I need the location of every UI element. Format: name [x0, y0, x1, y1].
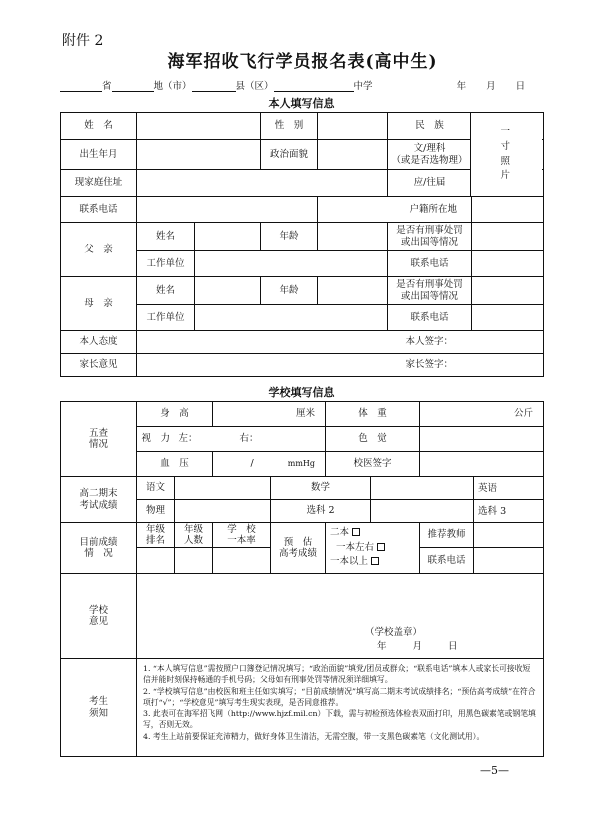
father-name-label: 姓名	[137, 223, 195, 251]
blood-pressure-field[interactable]	[213, 452, 326, 477]
option-first-tier-approx[interactable]: 一本左右	[330, 541, 417, 556]
mother-work-label: 工作单位	[137, 305, 195, 331]
city-label: 地（市）	[153, 81, 192, 92]
gaokao-options	[326, 523, 420, 574]
section-self-heading: 本人填写信息	[268, 97, 335, 110]
father-phone-field[interactable]	[472, 251, 544, 277]
notice-item-3: 3. 此表可在海军招飞网（http://www.hjzf.mil.cn）下载，需与初检预选体检表双面打印，用黑色碳素笔或钢笔填写，否则无效。	[143, 709, 536, 730]
gaokao-estimate-label: 预 估 高考成绩	[271, 523, 326, 574]
vision-field[interactable]	[175, 427, 326, 452]
form-title: 海军招收飞行学员报名表(高中生)	[167, 52, 438, 72]
city-blank[interactable]	[112, 81, 154, 92]
mother-name-field[interactable]	[195, 277, 261, 305]
mother-age-label: 年龄	[261, 277, 318, 305]
header-date	[457, 78, 546, 92]
teacher-phone-label: 联系电话	[420, 548, 474, 574]
gender-label: 性 别	[261, 113, 318, 140]
phone-label: 联系电话	[61, 197, 137, 223]
section-school-heading: 学校填写信息	[268, 386, 335, 399]
school-label: 中学	[353, 81, 373, 92]
province-blank[interactable]	[60, 81, 102, 92]
grad-status-label: 应/往届	[388, 170, 472, 197]
english-label: 英语	[474, 477, 544, 500]
county-blank[interactable]	[192, 81, 236, 92]
height-unit: 厘米	[296, 408, 316, 420]
gender-field[interactable]	[318, 113, 388, 140]
father-record-label: 是否有刑事处罚 或出国等情况	[388, 223, 472, 251]
bp-separator: /	[250, 458, 254, 470]
chinese-field[interactable]	[175, 477, 271, 500]
checkbox-icon[interactable]	[377, 543, 385, 551]
photo-label: 一寸照片	[500, 126, 511, 182]
school-opinion-field[interactable]	[137, 574, 544, 659]
photo-box[interactable]	[470, 113, 542, 197]
name-field[interactable]	[137, 113, 261, 140]
weight-unit: 公斤	[514, 408, 534, 420]
self-attitude-field[interactable]	[137, 331, 544, 354]
vision-label: 视 力	[137, 427, 175, 452]
political-field[interactable]	[318, 140, 388, 170]
teacher-label: 推荐教师	[420, 523, 474, 548]
father-work-field[interactable]	[195, 251, 388, 277]
address-label: 现家庭住址	[61, 170, 137, 197]
teacher-phone-field[interactable]	[474, 548, 544, 574]
math-field[interactable]	[371, 477, 474, 500]
father-age-field[interactable]	[318, 223, 388, 251]
self-sign-label: 本人签字：	[405, 336, 453, 348]
mother-name-label: 姓名	[137, 277, 195, 305]
checkbox-icon[interactable]	[371, 557, 379, 565]
stamp-month: 月	[412, 641, 423, 652]
header-month: 月	[486, 81, 496, 92]
grade-rank-field[interactable]	[137, 548, 175, 574]
father-record-field[interactable]	[472, 223, 544, 251]
notice-item-1: 1. “本人填写信息”需按照户口簿登记情况填写；“政治面貌”填党/团员或群众；“联系电话”填本人或家长可接收短信并能时刻保持畅通的手机号码；父母如有刑事处罚等情况须详细填写。	[143, 664, 531, 685]
physics-label: 物理	[137, 500, 175, 523]
doctor-sign-field[interactable]	[420, 452, 544, 477]
vision-right-label: 右：	[239, 433, 259, 445]
grade-count-label: 年级 人数	[175, 523, 213, 548]
father-phone-label: 联系电话	[388, 251, 472, 277]
chinese-label: 语文	[137, 477, 175, 500]
father-work-label: 工作单位	[137, 251, 195, 277]
parent-opinion-label: 家长意见	[61, 354, 137, 377]
five-checks-label: 五查 情况	[61, 402, 137, 477]
track-label: 文/理科 （或是否选物理）	[388, 140, 472, 170]
color-sense-field[interactable]	[420, 427, 544, 452]
mother-record-label: 是否有刑事处罚 或出国等情况	[388, 277, 472, 305]
stamp-year: 年	[377, 641, 387, 652]
address-line	[60, 78, 545, 92]
father-label: 父 亲	[61, 223, 137, 277]
mother-work-field[interactable]	[195, 305, 388, 331]
header-year: 年	[456, 81, 467, 92]
mother-label: 母 亲	[61, 277, 137, 331]
grade-count-field[interactable]	[175, 548, 213, 574]
school-rate-label: 学 校 一本率	[213, 523, 271, 548]
household-field[interactable]	[472, 197, 544, 223]
mother-phone-field[interactable]	[472, 305, 544, 331]
current-scores-label: 目前成绩 情 况	[61, 523, 137, 574]
parent-sign-label: 家长签字：	[405, 359, 453, 371]
address-field[interactable]	[137, 170, 388, 197]
mother-record-field[interactable]	[472, 277, 544, 305]
ethnicity-label: 民 族	[388, 113, 472, 140]
header-day: 日	[515, 81, 526, 92]
parent-opinion-field[interactable]	[137, 354, 544, 377]
elective3-label: 选科 3	[474, 500, 544, 523]
birth-field[interactable]	[137, 140, 261, 170]
self-attitude-label: 本人态度	[61, 331, 137, 354]
mother-age-field[interactable]	[318, 277, 388, 305]
blood-pressure-label: 血 压	[137, 452, 213, 477]
school-stamp-label: （学校盖章）	[365, 627, 423, 638]
father-name-field[interactable]	[195, 223, 261, 251]
physics-field[interactable]	[175, 500, 271, 523]
name-label: 姓 名	[61, 113, 137, 140]
notice-content	[137, 659, 544, 757]
elective2-label: 选科 2	[271, 500, 371, 523]
notice-item-4: 4. 考生上站前要保证充沛精力，做好身体卫生清洁，无需空腹，带一支黑色碳素笔（文化测试用）。	[143, 731, 485, 741]
school-opinion-label: 学校 意见	[61, 574, 137, 659]
father-age-label: 年龄	[261, 223, 318, 251]
phone-field[interactable]	[137, 197, 318, 223]
stamp-date	[377, 641, 458, 652]
attachment-label: 附件 2	[62, 33, 104, 49]
vision-left-label: 左：	[178, 433, 198, 445]
stamp-day: 日	[448, 641, 458, 652]
school-info-table	[60, 401, 544, 757]
doctor-sign-label: 校医签字	[326, 452, 420, 477]
height-field[interactable]	[213, 402, 326, 427]
color-sense-label: 色 觉	[326, 427, 420, 452]
birth-label: 出生年月	[61, 140, 137, 170]
notice-label: 考生 须知	[61, 659, 137, 757]
height-label: 身 高	[137, 402, 213, 427]
county-label: 县（区）	[235, 81, 274, 92]
notice-item-2: 2. “学校填写信息”由校医和班主任如实填写；“目前成绩情况”填写高二期末考试成绩排名；“预估高考成绩”在符合项打“√”；“学校意见”填写考生现实表现，是否同意推荐。	[143, 686, 536, 707]
final-scores-label: 高二期末 考试成绩	[61, 477, 137, 523]
page-number: —5—	[480, 764, 509, 777]
province-label: 省	[102, 81, 112, 92]
political-label: 政治面貌	[261, 140, 318, 170]
checkbox-icon[interactable]	[352, 528, 360, 536]
weight-label: 体 重	[326, 402, 420, 427]
weight-field[interactable]	[420, 402, 544, 427]
math-label: 数学	[271, 477, 371, 500]
household-label: 户籍所在地	[318, 197, 472, 223]
grade-rank-label: 年级 排名	[137, 523, 175, 548]
option-second-tier[interactable]: 二本	[330, 526, 417, 541]
teacher-field[interactable]	[474, 523, 544, 548]
school-blank[interactable]	[274, 81, 354, 92]
elective2-field[interactable]	[371, 500, 474, 523]
school-rate-field[interactable]	[213, 548, 271, 574]
bp-unit: mmHg	[287, 459, 316, 469]
mother-phone-label: 联系电话	[388, 305, 472, 331]
option-above-first-tier[interactable]: 一本以上	[330, 555, 417, 570]
